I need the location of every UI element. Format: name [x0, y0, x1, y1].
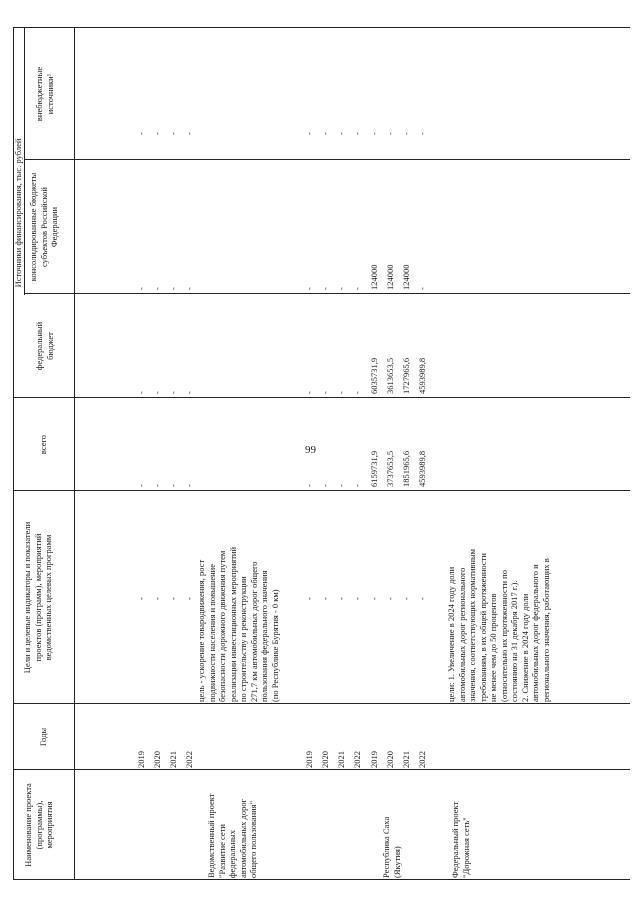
row-year: 2019: [304, 751, 314, 768]
row-regional: -: [184, 287, 194, 290]
row-federal: -: [184, 391, 194, 394]
row-federal: -: [336, 391, 346, 394]
goal-vedomstvennyi: цель - ускорение товародвижения, рост подвижности населения и повышение безопасности дорожного движения путем реализации инвестиционных мероприятий по строительству и реконструкции 271,7 км автомобильных дорог общего пользования федерального значения (по Республике Бурятия - 0 км): [196, 546, 280, 702]
row-federal: -: [352, 391, 362, 394]
goal-dash: -: [369, 597, 379, 600]
row-total: -: [352, 484, 362, 487]
row-year: 2020: [320, 751, 330, 768]
table-rule: [13, 397, 630, 398]
row-year: 2019: [369, 751, 379, 768]
goal-dash: -: [136, 597, 146, 600]
row-federal: 6035731,9: [369, 357, 379, 394]
table-rule: [13, 490, 630, 491]
row-year: 2019: [136, 751, 146, 768]
table-rule: [24, 293, 630, 294]
row-total: -: [184, 484, 194, 487]
row-federal: -: [152, 391, 162, 394]
row-regional: 124000: [385, 264, 395, 290]
row-total: 6159731,9: [369, 450, 379, 487]
row-regional: -: [320, 287, 330, 290]
header-regional-budgets: консолидированные бюджеты субъектов Российской Федерации: [28, 172, 59, 282]
row-extra: -: [336, 132, 346, 135]
row-extra: -: [369, 132, 379, 135]
row-total: 1851965,6: [401, 450, 411, 487]
row-extra: -: [152, 132, 162, 135]
row-year: 2022: [352, 751, 362, 768]
row-federal: -: [304, 391, 314, 394]
row-year: 2021: [401, 751, 411, 768]
goal-dash: -: [401, 597, 411, 600]
row-federal: 3613653,5: [385, 357, 395, 394]
header-goals: Цели и целевые индикаторы и показатели проектов (программ), мероприятий ведомственных целевых программ: [22, 521, 53, 674]
page-number: 99: [305, 444, 316, 456]
row-year: 2020: [152, 751, 162, 768]
row-federal: 1727965,6: [401, 357, 411, 394]
row-extra: -: [401, 132, 411, 135]
row-extra: -: [417, 132, 427, 135]
header-federal-budget: федеральный бюджет: [34, 321, 55, 371]
row-regional: -: [352, 287, 362, 290]
row-year: 2022: [184, 751, 194, 768]
region-name: Республика Саха (Якутия): [381, 816, 402, 878]
row-extra: -: [352, 132, 362, 135]
header-funding-sources: Источники финансирования, тыс. рублей: [13, 138, 23, 288]
row-regional: -: [168, 287, 178, 290]
table-rule: [13, 703, 630, 704]
header-project-name: Наименование проекта (программы), мероприятия: [23, 783, 54, 867]
table-rule: [24, 159, 630, 160]
row-year: 2021: [168, 751, 178, 768]
row-extra: -: [304, 132, 314, 135]
row-total: -: [320, 484, 330, 487]
goal-dash: -: [320, 597, 330, 600]
row-extra: -: [320, 132, 330, 135]
row-extra: -: [168, 132, 178, 135]
row-extra: -: [136, 132, 146, 135]
row-total: -: [136, 484, 146, 487]
row-total: -: [336, 484, 346, 487]
row-total: 4593989,8: [417, 450, 427, 487]
row-year: 2020: [385, 751, 395, 768]
goal-dash: -: [417, 597, 427, 600]
table-rule: [13, 879, 630, 880]
row-extra: -: [385, 132, 395, 135]
table-rule: [13, 27, 630, 28]
goal-dash: -: [168, 597, 178, 600]
header-total: всего: [38, 434, 48, 455]
row-federal: -: [320, 391, 330, 394]
goal-dash: -: [152, 597, 162, 600]
row-year: 2021: [336, 751, 346, 768]
project-federal: Федеральный проект "Дорожная сеть": [450, 801, 471, 878]
table-rule: [74, 28, 75, 880]
row-federal: 4593989,8: [417, 357, 427, 394]
goal-dash: -: [304, 597, 314, 600]
header-extrabudgetary: внебюджетные источники¹: [34, 66, 55, 122]
row-regional: -: [152, 287, 162, 290]
table-rule: [24, 28, 25, 295]
row-total: -: [168, 484, 178, 487]
goal-federal: цели: 1. Увеличение в 2024 году доли автомобильных дорог регионального значения, соответствующих нормативным требованиям, в их общей протяженности не менее чем до 50 процентов (относительно их протяженности по состоянию на 31 декабря 2017 г.). 2. Снижение в 2024 году доли автомобильных дорог федерального и регионального значения, работающих в: [446, 548, 551, 702]
row-regional: -: [304, 287, 314, 290]
goal-dash: -: [385, 597, 395, 600]
row-regional: 124000: [401, 264, 411, 290]
project-vedomstvennyi: Ведомственный проект "Развитие сети федеральных автомобильных дорог общего пользования": [206, 793, 258, 878]
goal-dash: -: [336, 597, 346, 600]
table-rule: [13, 769, 630, 770]
row-regional: -: [417, 287, 427, 290]
row-total: -: [152, 484, 162, 487]
row-year: 2022: [417, 751, 427, 768]
goal-dash: -: [184, 597, 194, 600]
row-extra: -: [184, 132, 194, 135]
row-regional: -: [136, 287, 146, 290]
header-years: Годы: [38, 727, 48, 747]
row-federal: -: [136, 391, 146, 394]
row-total: -: [304, 484, 314, 487]
rotated-table-sheet: [10, 20, 630, 880]
row-regional: -: [336, 287, 346, 290]
row-total: 3737653,5: [385, 450, 395, 487]
row-regional: 124000: [369, 264, 379, 290]
goal-dash: -: [352, 597, 362, 600]
row-federal: -: [168, 391, 178, 394]
